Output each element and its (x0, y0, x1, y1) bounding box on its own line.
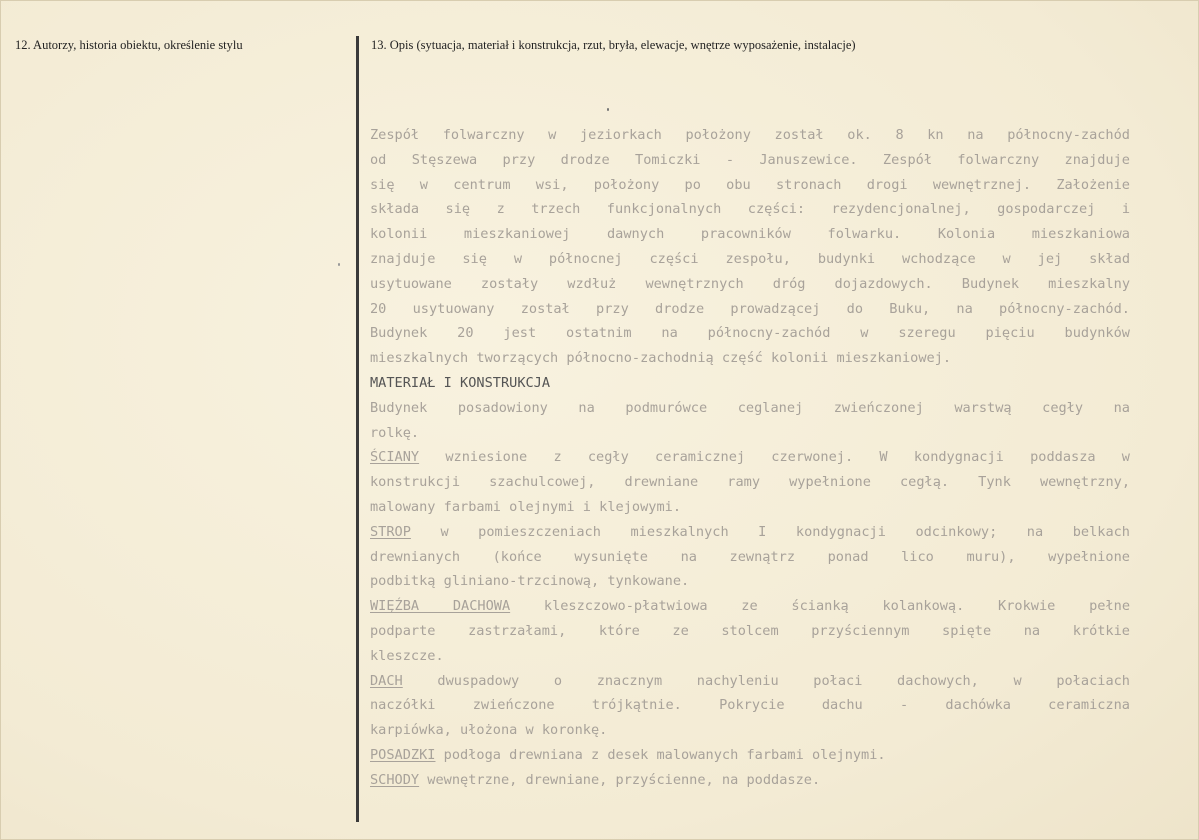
truss-term: WIĘŹBA DACHOWA (370, 598, 511, 615)
text-line: Budynek 20 jest ostatnim na północny-zachód w szeregu pięciu budynków (370, 325, 1130, 342)
text-line: naczółki zwieńczone trójkątnie. Pokrycie dachu - dachówka ceramiczna (370, 697, 1130, 714)
walls-text: wzniesione z cegły ceramicznej czerwonej. W kondygnacji poddasza w (419, 449, 1130, 466)
text-line: rolkę. (370, 424, 420, 441)
paper-speck (607, 108, 609, 111)
ceiling-line (370, 520, 1130, 545)
text-line: kolonii mieszkaniowej dawnych pracowników folwarku. Kolonia mieszkaniowa (370, 226, 1130, 243)
text-line: Zespół folwarczny w jeziorkach położony został ok. 8 kn na północny-zachód (370, 127, 1130, 143)
truss-text: kleszczowo-płatwiowa ze ścianką kolankową. Krokwie pełne (510, 598, 1130, 615)
material-heading: MATERIAŁ I KONSTRUKCJA (370, 374, 551, 391)
paper-speck (338, 263, 340, 266)
ceiling-text: w pomieszczeniach mieszkalnych I kondygnacji odcinkowy; na belkach (410, 523, 1130, 540)
typed-description (370, 123, 1130, 793)
text-line: mieszkalnych tworzących północno-zachodnią część kolonii mieszkaniowej. (370, 350, 952, 367)
text-line: znajduje się w północnej części zespołu, budynki wchodzące w jej skład (370, 250, 1130, 267)
section-13-heading: 13. Opis (sytuacja, materiał i konstrukcja, rzut, bryła, elewacje, wnętrze wyposażenie, instalacje) (371, 38, 856, 52)
floors-term: POSADZKI (370, 746, 436, 763)
roof-text: dwuspadowy o znacznym nachyleniu połaci dachowych, w połaciach (402, 672, 1130, 689)
text-line: drewnianych (końce wysunięte na zewnątrz ponad lico muru), wypełnione (370, 548, 1130, 565)
stairs-text: wewnętrzne, drewniane, przyścienne, na poddasze. (419, 771, 821, 788)
text-line: od Stęszewa przy drodze Tomiczki - Januszewice. Zespół folwarczny znajduje (370, 151, 1130, 168)
section-12-heading: 12. Autorzy, historia obiektu, określenie stylu (15, 38, 243, 52)
roof-line (370, 669, 1130, 694)
text-line: karpiówka, ułożona w koronkę. (370, 722, 608, 739)
text-line: konstrukcji szachulcowej, drewniane ramy wypełnione cegłą. Tynk wewnętrzny, (370, 474, 1130, 491)
text-line: Budynek posadowiony na podmurówce ceglanej zwieńczonej warstwą cegły na (370, 399, 1130, 416)
roof-term: DACH (370, 672, 403, 689)
text-line: malowany farbami olejnymi i klejowymi. (370, 498, 681, 515)
text-line: składa się z trzech funkcjonalnych części: rezydencjonalnej, gospodarczej i (370, 201, 1130, 218)
text-line: podparte zastrzałami, które ze stolcem przyściennym spięte na krótkie (370, 622, 1130, 639)
walls-term: ŚCIANY (370, 449, 420, 466)
walls-line (370, 445, 1130, 470)
text-line: 20 usytuowany został przy drodze prowadzącej do Buku, na północny-zachód. (370, 300, 1130, 317)
stairs-term: SCHODY (370, 771, 420, 788)
text-line: kleszcze. (370, 647, 444, 664)
truss-line (370, 594, 1130, 619)
floors-text: podłoga drewniana z desek malowanych farbami olejnymi. (435, 746, 886, 763)
text-line: się w centrum wsi, położony po obu stronach drogi wewnętrznej. Założenie (370, 176, 1130, 193)
ceiling-term: STROP (370, 523, 411, 540)
text-line: podbitką gliniano-trzcinową, tynkowane. (370, 573, 690, 590)
stairs-line (370, 768, 1130, 793)
column-divider (356, 36, 359, 822)
floors-line (370, 743, 1130, 768)
text-line: usytuowane zostały wzdłuż wewnętrznych dróg dojazdowych. Budynek mieszkalny (370, 275, 1130, 292)
